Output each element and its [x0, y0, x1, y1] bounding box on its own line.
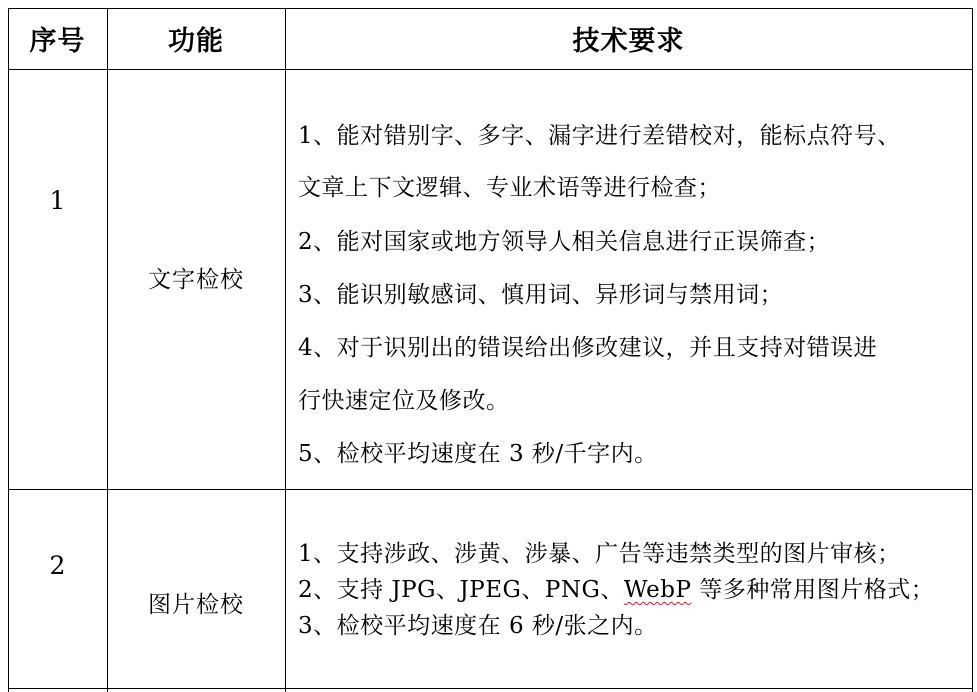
- row-1-requirement-line-3: 2、能对国家或地方领导人相关信息进行正误筛查；: [298, 229, 831, 255]
- row-1-requirement-line-6: 行快速定位及修改。: [298, 388, 510, 414]
- header-index: 序号: [29, 26, 86, 57]
- table-border-bottom: [8, 688, 973, 689]
- row-2-requirement-line-2: [298, 577, 934, 603]
- row-2-requirement-line-2-part-c: 等多种常用图片格式；: [691, 577, 935, 603]
- row-1-requirement-line-7: 5、检校平均速度在 3 秒/千字内。: [298, 441, 658, 467]
- spellcheck-flagged-word: WebP: [623, 577, 692, 603]
- table-border-left: [8, 8, 9, 692]
- header-requirements: 技术要求: [572, 26, 685, 57]
- table-border-right: [972, 8, 973, 692]
- row-2-requirement-line-1: 1、支持涉政、涉黄、涉暴、广告等违禁类型的图片审核；: [298, 541, 901, 567]
- header-function: 功能: [168, 26, 224, 57]
- row-1-requirement-line-5: 4、对于识别出的错误给出修改建议，并且支持对错误进: [298, 335, 878, 361]
- row-1-requirement-line-4: 3、能识别敏感词、慎用词、异形词与禁用词；: [298, 282, 784, 308]
- column-divider-2: [285, 8, 286, 692]
- header-divider: [8, 69, 973, 70]
- row-1-index: 1: [49, 185, 66, 215]
- row-divider: [8, 489, 973, 490]
- row-1-requirement-line-1: 1、能对错别字、多字、漏字进行差错校对，能标点符号、: [298, 123, 901, 149]
- row-2-requirement-line-2-part-a: 2、支持 JPG、JPEG、PNG、: [298, 577, 624, 603]
- row-1-requirement-line-2: 文章上下文逻辑、专业术语等进行检查；: [298, 175, 721, 201]
- row-2-index: 2: [49, 550, 66, 580]
- row-1-function: 文字检校: [148, 266, 244, 293]
- row-2-function: 图片检校: [148, 591, 244, 618]
- row-2-requirement-line-3: 3、检校平均速度在 6 秒/张之内。: [298, 613, 658, 639]
